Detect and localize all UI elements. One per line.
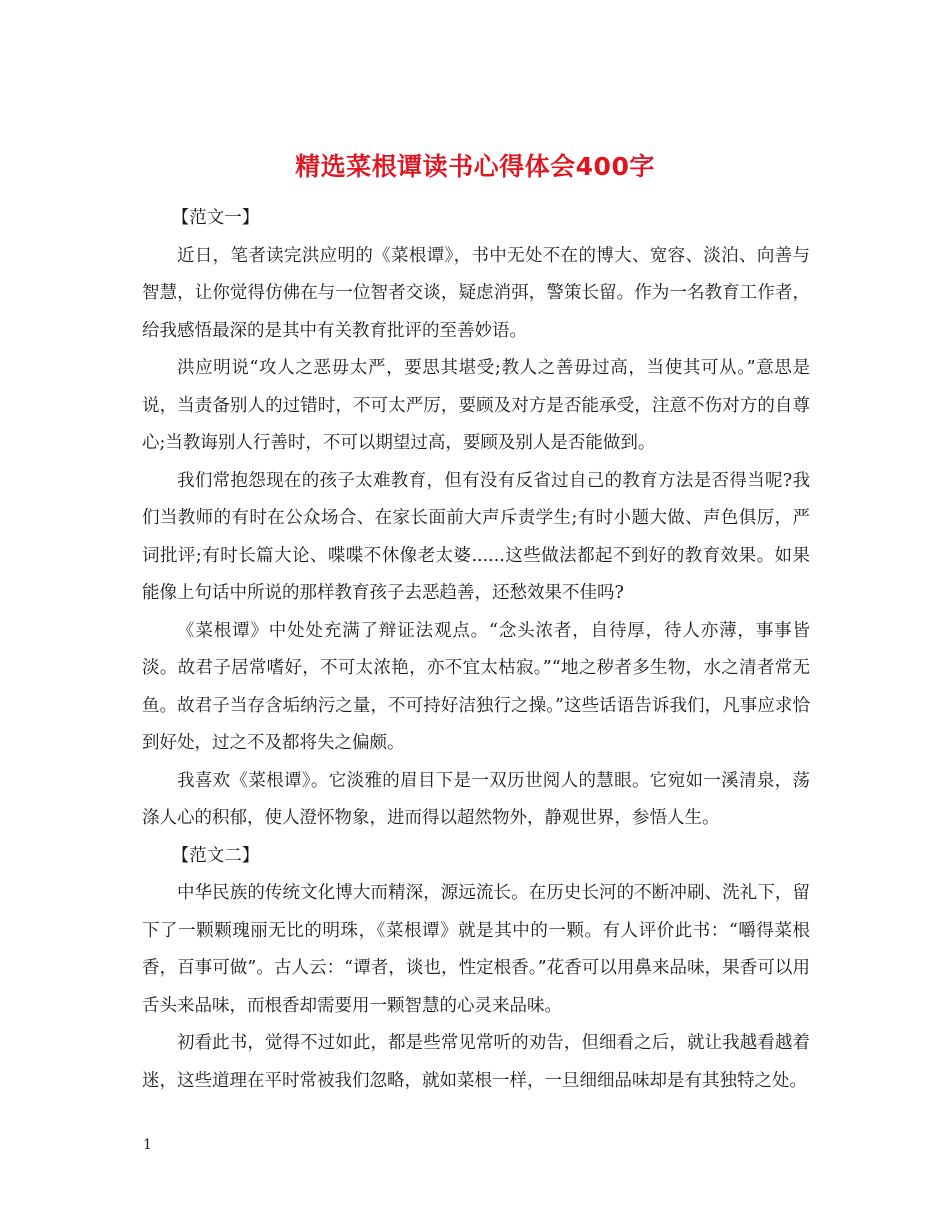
document-title: 精选菜根谭读书心得体会400字: [295, 151, 655, 181]
body-paragraph: 我们常抱怨现在的孩子太难教育，但有没有反省过自己的教育方法是否得当呢?我们当教师的有时在公众场合、在家长面前大声斥责学生;有时小题大做、声色俱厉，严词批评;有时长篇大论、喋喋不休像老太婆......这些做法都起不到好的教育效果。如果能像上句话中所说的那样教育孩子去恶趋善，还愁效果不佳吗?: [142, 470, 810, 603]
body-paragraph: 中华民族的传统文化博大而精深，源远流长。在历史长河的不断冲刷、洗礼下，留下了一颗颗瑰丽无比的明珠，《菜根谭》就是其中的一颗。有人评价此书：“嚼得菜根香，百事可做”。古人云：“谭者，谈也，性定根香。”花香可以用鼻来品味，果香可以用舌头来品味，而根香却需要用一颗智慧的心灵来品味。: [142, 883, 810, 1016]
section-heading: 【范文二】: [171, 845, 260, 866]
body-paragraph: 我喜欢《菜根谭》。它淡雅的眉目下是一双历世阅人的慧眼。它宛如一溪清泉，荡涤人心的积郁，使人澄怀物象，进而得以超然物外，静观世界，参悟人生。: [142, 770, 810, 828]
page-number: 1: [143, 1137, 152, 1153]
body-paragraph: 洪应明说“攻人之恶毋太严，要思其堪受;教人之善毋过高，当使其可从。”意思是说，当责备别人的过错时，不可太严厉，要顾及对方是否能承受，注意不伤对方的自尊心;当教诲别人行善时，不可以期望过高，要顾及别人是否能做到。: [142, 358, 810, 453]
document-body: [142, 200, 810, 1100]
body-paragraph: 《菜根谭》中处处充满了辩证法观点。“念头浓者，自待厚，待人亦薄，事事皆淡。故君子居常嗜好，不可太浓艳，亦不宜太枯寂。”“地之秽者多生物，水之清者常无鱼。故君子当存含垢纳污之量，不可持好洁独行之操。”这些话语告诉我们，凡事应求恰到好处，过之不及都将失之偏颇。: [142, 620, 810, 753]
body-paragraph: 初看此书，觉得不过如此，都是些常见常听的劝告，但细看之后，就让我越看越着迷，这些道理在平时常被我们忽略，就如菜根一样，一旦细细品味却是有其独特之处。: [142, 1033, 810, 1091]
section-heading: 【范文一】: [171, 208, 260, 228]
body-paragraph: 近日，笔者读完洪应明的《菜根谭》，书中无处不在的博大、宽容、淡泊、向善与智慧，让你觉得仿佛在与一位智者交谈，疑虑消弭，警策长留。作为一名教育工作者，给我感悟最深的是其中有关教育批评的至善妙语。: [142, 245, 810, 341]
